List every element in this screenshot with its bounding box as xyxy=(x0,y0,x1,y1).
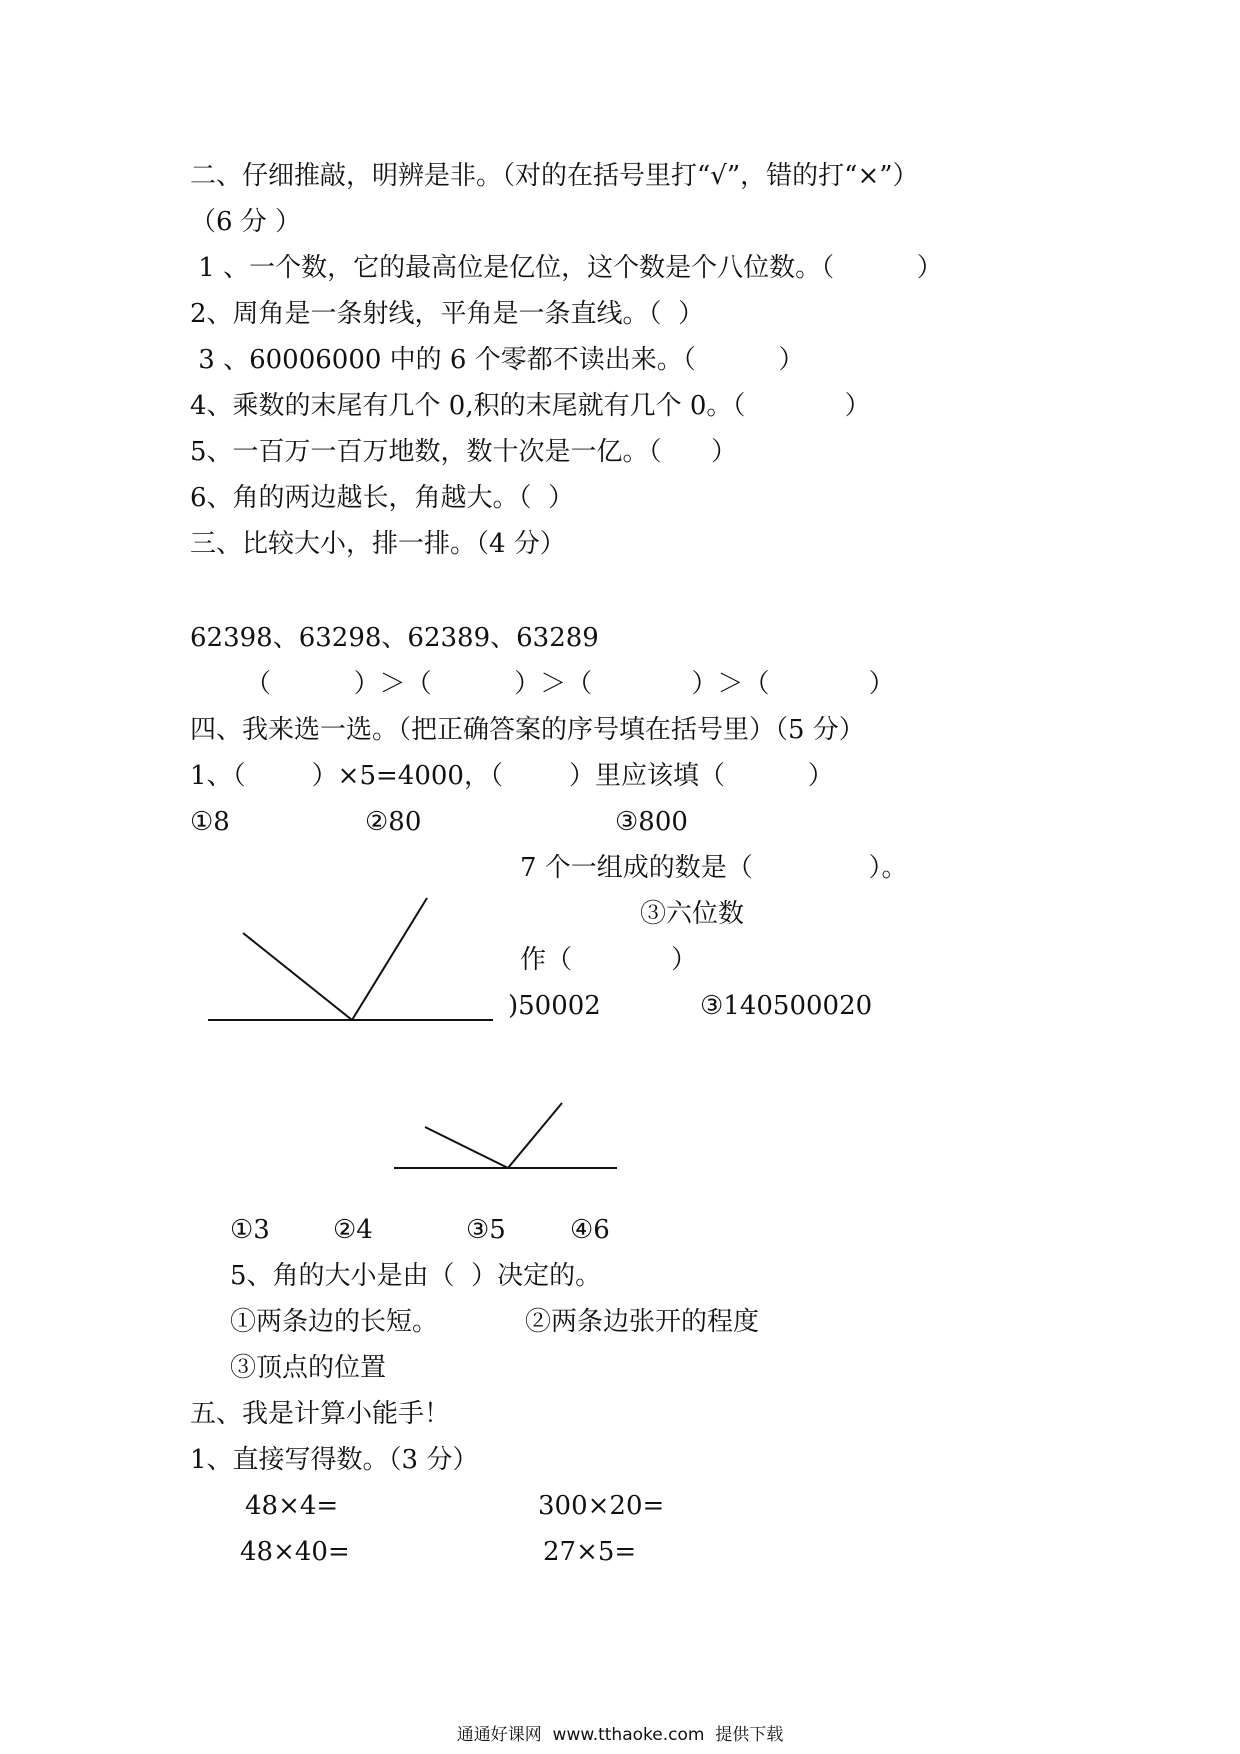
section2-question-5: 5、一百万一百万地数，数十次是一亿。（ ） xyxy=(190,437,738,467)
section3-answer-row: （ ）＞（ ）＞（ ）＞（ ） xyxy=(245,669,895,699)
section4-question-5: 5、角的大小是由（ ）决定的。 xyxy=(230,1261,602,1291)
section2-question-1: 1 、一个数，它的最高位是亿位，这个数是个八位数。（ ） xyxy=(190,253,943,283)
section3-numbers: 62398、63298、62389、63289 xyxy=(190,623,599,653)
calc-item-1: 48×4= xyxy=(245,1491,339,1521)
calc-item-3: 48×40= xyxy=(240,1537,350,1567)
section2-question-4: 4、乘数的末尾有几个 0,积的末尾就有几个 0。（ ） xyxy=(190,391,871,421)
section5-subtitle-1: 1、直接写得数。（3 分） xyxy=(190,1445,479,1475)
section4-q2-option-3: ③六位数 xyxy=(640,899,745,929)
section4-q3-fragment: 作（ ） xyxy=(520,945,698,975)
question-mask xyxy=(500,900,520,940)
section3-title: 三、比较大小，排一排。（4 分） xyxy=(190,529,566,559)
section4-q3-option-3: ③140500020 xyxy=(700,991,873,1021)
section4-q1-option-3: ③800 xyxy=(615,807,688,837)
section4-q3-option-2-fragment: )50002 xyxy=(508,991,601,1021)
page-footer: 通通好课网 www.tthaoke.com 提供下载 xyxy=(456,1725,784,1745)
section4-q4-option-3: ③5 xyxy=(466,1215,506,1245)
calc-item-2: 300×20= xyxy=(538,1491,665,1521)
calc-item-4: 27×5= xyxy=(543,1537,637,1567)
angle-small-right-ray xyxy=(508,1103,562,1168)
angle-large-right-ray xyxy=(352,898,427,1020)
section4-q4-option-4: ④6 xyxy=(570,1215,610,1245)
section2-title: 二、仔细推敲，明辨是非。（对的在括号里打“√”，错的打“×”） xyxy=(190,161,919,191)
section2-question-6: 6、角的两边越长，角越大。（ ） xyxy=(190,483,575,513)
section4-q2-fragment: 7 个一组成的数是（ ）。 xyxy=(520,853,908,883)
section4-q5-option-2: ②两条边张开的程度 xyxy=(525,1307,760,1337)
section4-q5-option-1: ①两条边的长短。 xyxy=(230,1307,439,1337)
section4-q4-option-2: ②4 xyxy=(333,1215,373,1245)
section4-q4-option-1: ①3 xyxy=(230,1215,270,1245)
angle-diagram-small xyxy=(392,1100,622,1175)
section2-question-3: 3 、60006000 中的 6 个零都不读出来。（ ） xyxy=(190,345,805,375)
section4-title: 四、我来选一选。（把正确答案的序号填在括号里）（5 分） xyxy=(190,715,865,745)
section4-q1-option-1: ①8 xyxy=(190,807,230,837)
angle-diagram-large xyxy=(205,895,500,1030)
section2-score: （6 分 ） xyxy=(190,207,302,237)
section4-q1-option-2: ②80 xyxy=(365,807,422,837)
section5-title: 五、我是计算小能手！ xyxy=(190,1399,451,1429)
section4-question-1: 1、（ ）×5=4000，（ ）里应该填（ ） xyxy=(190,761,834,791)
angle-large-left-ray xyxy=(243,933,352,1020)
angle-small-left-ray xyxy=(425,1127,508,1168)
section4-q5-option-3: ③顶点的位置 xyxy=(230,1353,387,1383)
section2-question-2: 2、周角是一条射线，平角是一条直线。（ ） xyxy=(190,299,705,329)
